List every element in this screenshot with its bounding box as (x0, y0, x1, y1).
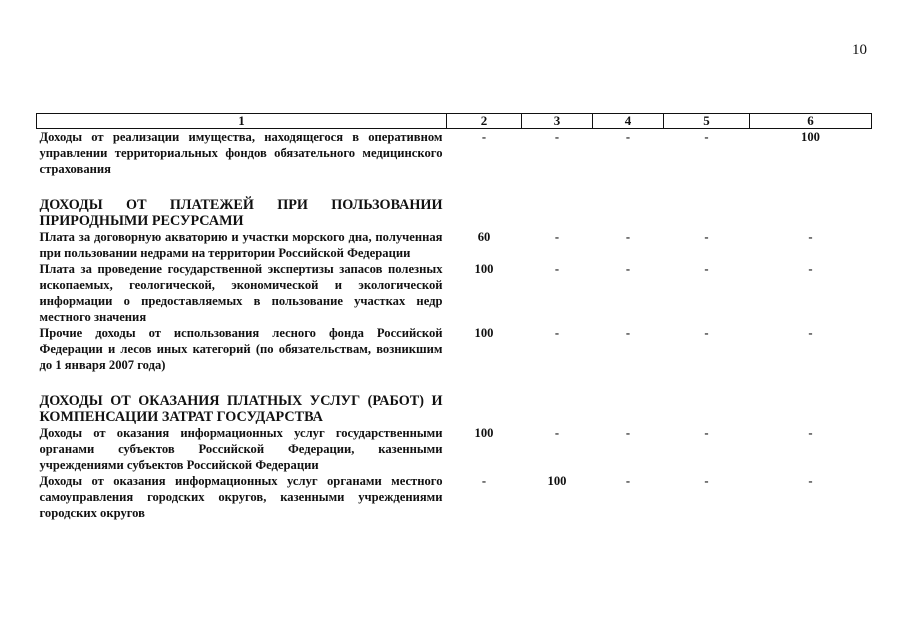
cell-value: - (625, 230, 631, 244)
section-heading: ДОХОДЫ ОТ ОКАЗАНИЯ ПЛАТНЫХ УСЛУГ (РАБОТ) И КОМПЕНСАЦИИ ЗАТРАТ ГОСУДАРСТВА (39, 393, 443, 425)
section-heading-row (37, 373, 872, 425)
header-row (37, 114, 872, 129)
cell-value: - (625, 130, 631, 144)
cell-value: - (625, 326, 631, 340)
cell-value: 100 (474, 426, 494, 440)
cell-value: - (554, 230, 560, 244)
cell-value: - (625, 474, 631, 488)
table-row (37, 261, 872, 325)
section-heading: ДОХОДЫ ОТ ПЛАТЕЖЕЙ ПРИ ПОЛЬЗОВАНИИ ПРИРОДНЫМИ РЕСУРСАМИ (39, 197, 443, 229)
row-description: Плата за проведение государственной экспертизы запасов полезных ископаемых, геологической, экономической и экологической информации о предоставляемых в пользование участках недр местного значения (39, 262, 443, 324)
cell-value: - (554, 326, 560, 340)
cell-value: - (625, 262, 631, 276)
cell-value: - (554, 262, 560, 276)
row-description: Прочие доходы от использования лесного фонда Российской Федерации и лесов иных категорий (по обязательствам, возникшим до 1 января 2007 года) (39, 326, 443, 372)
row-description: Доходы от реализации имущества, находящегося в оперативном управлении территориальных фондов обязательного медицинского страхования (39, 130, 443, 176)
cell-value: 100 (547, 474, 567, 488)
cell-value: - (704, 130, 709, 144)
column-header: 5 (664, 114, 750, 129)
row-description: Доходы от оказания информационных услуг органами местного самоуправления городских округов, казенными учреждениями городских округов (39, 474, 443, 520)
cell-value: - (481, 474, 487, 488)
table-row (37, 129, 872, 178)
row-description: Доходы от оказания информационных услуг государственными органами субъектов Российской Федерации, казенными учреждениями субъектов Российской Федерации (39, 426, 443, 472)
section-heading-row (37, 177, 872, 229)
cell-value: - (554, 426, 560, 440)
cell-value: - (625, 426, 631, 440)
cell-value: - (704, 474, 709, 488)
column-header: 3 (522, 114, 593, 129)
table-row (37, 425, 872, 473)
page-number: 10 (852, 42, 867, 58)
column-header: 6 (750, 114, 872, 129)
cell-value: - (808, 426, 813, 440)
column-header: 2 (447, 114, 522, 129)
table-row (37, 325, 872, 373)
cell-value: - (481, 130, 487, 144)
cell-value: 60 (477, 230, 491, 244)
revenue-table (36, 113, 872, 521)
cell-value: 100 (801, 130, 820, 144)
cell-value: - (704, 426, 709, 440)
cell-value: - (704, 326, 709, 340)
cell-value: - (554, 130, 560, 144)
cell-value: 100 (474, 262, 494, 276)
column-header: 4 (593, 114, 664, 129)
cell-value: - (808, 326, 813, 340)
row-description: Плата за договорную акваторию и участки морского дна, полученная при пользовании недрами на территории Российской Федерации (39, 230, 443, 260)
cell-value: - (704, 230, 709, 244)
table-row (37, 229, 872, 261)
cell-value: - (808, 262, 813, 276)
column-header: 1 (37, 114, 447, 129)
cell-value: - (808, 230, 813, 244)
cell-value: 100 (474, 326, 494, 340)
cell-value: - (808, 474, 813, 488)
table-row (37, 473, 872, 521)
cell-value: - (704, 262, 709, 276)
